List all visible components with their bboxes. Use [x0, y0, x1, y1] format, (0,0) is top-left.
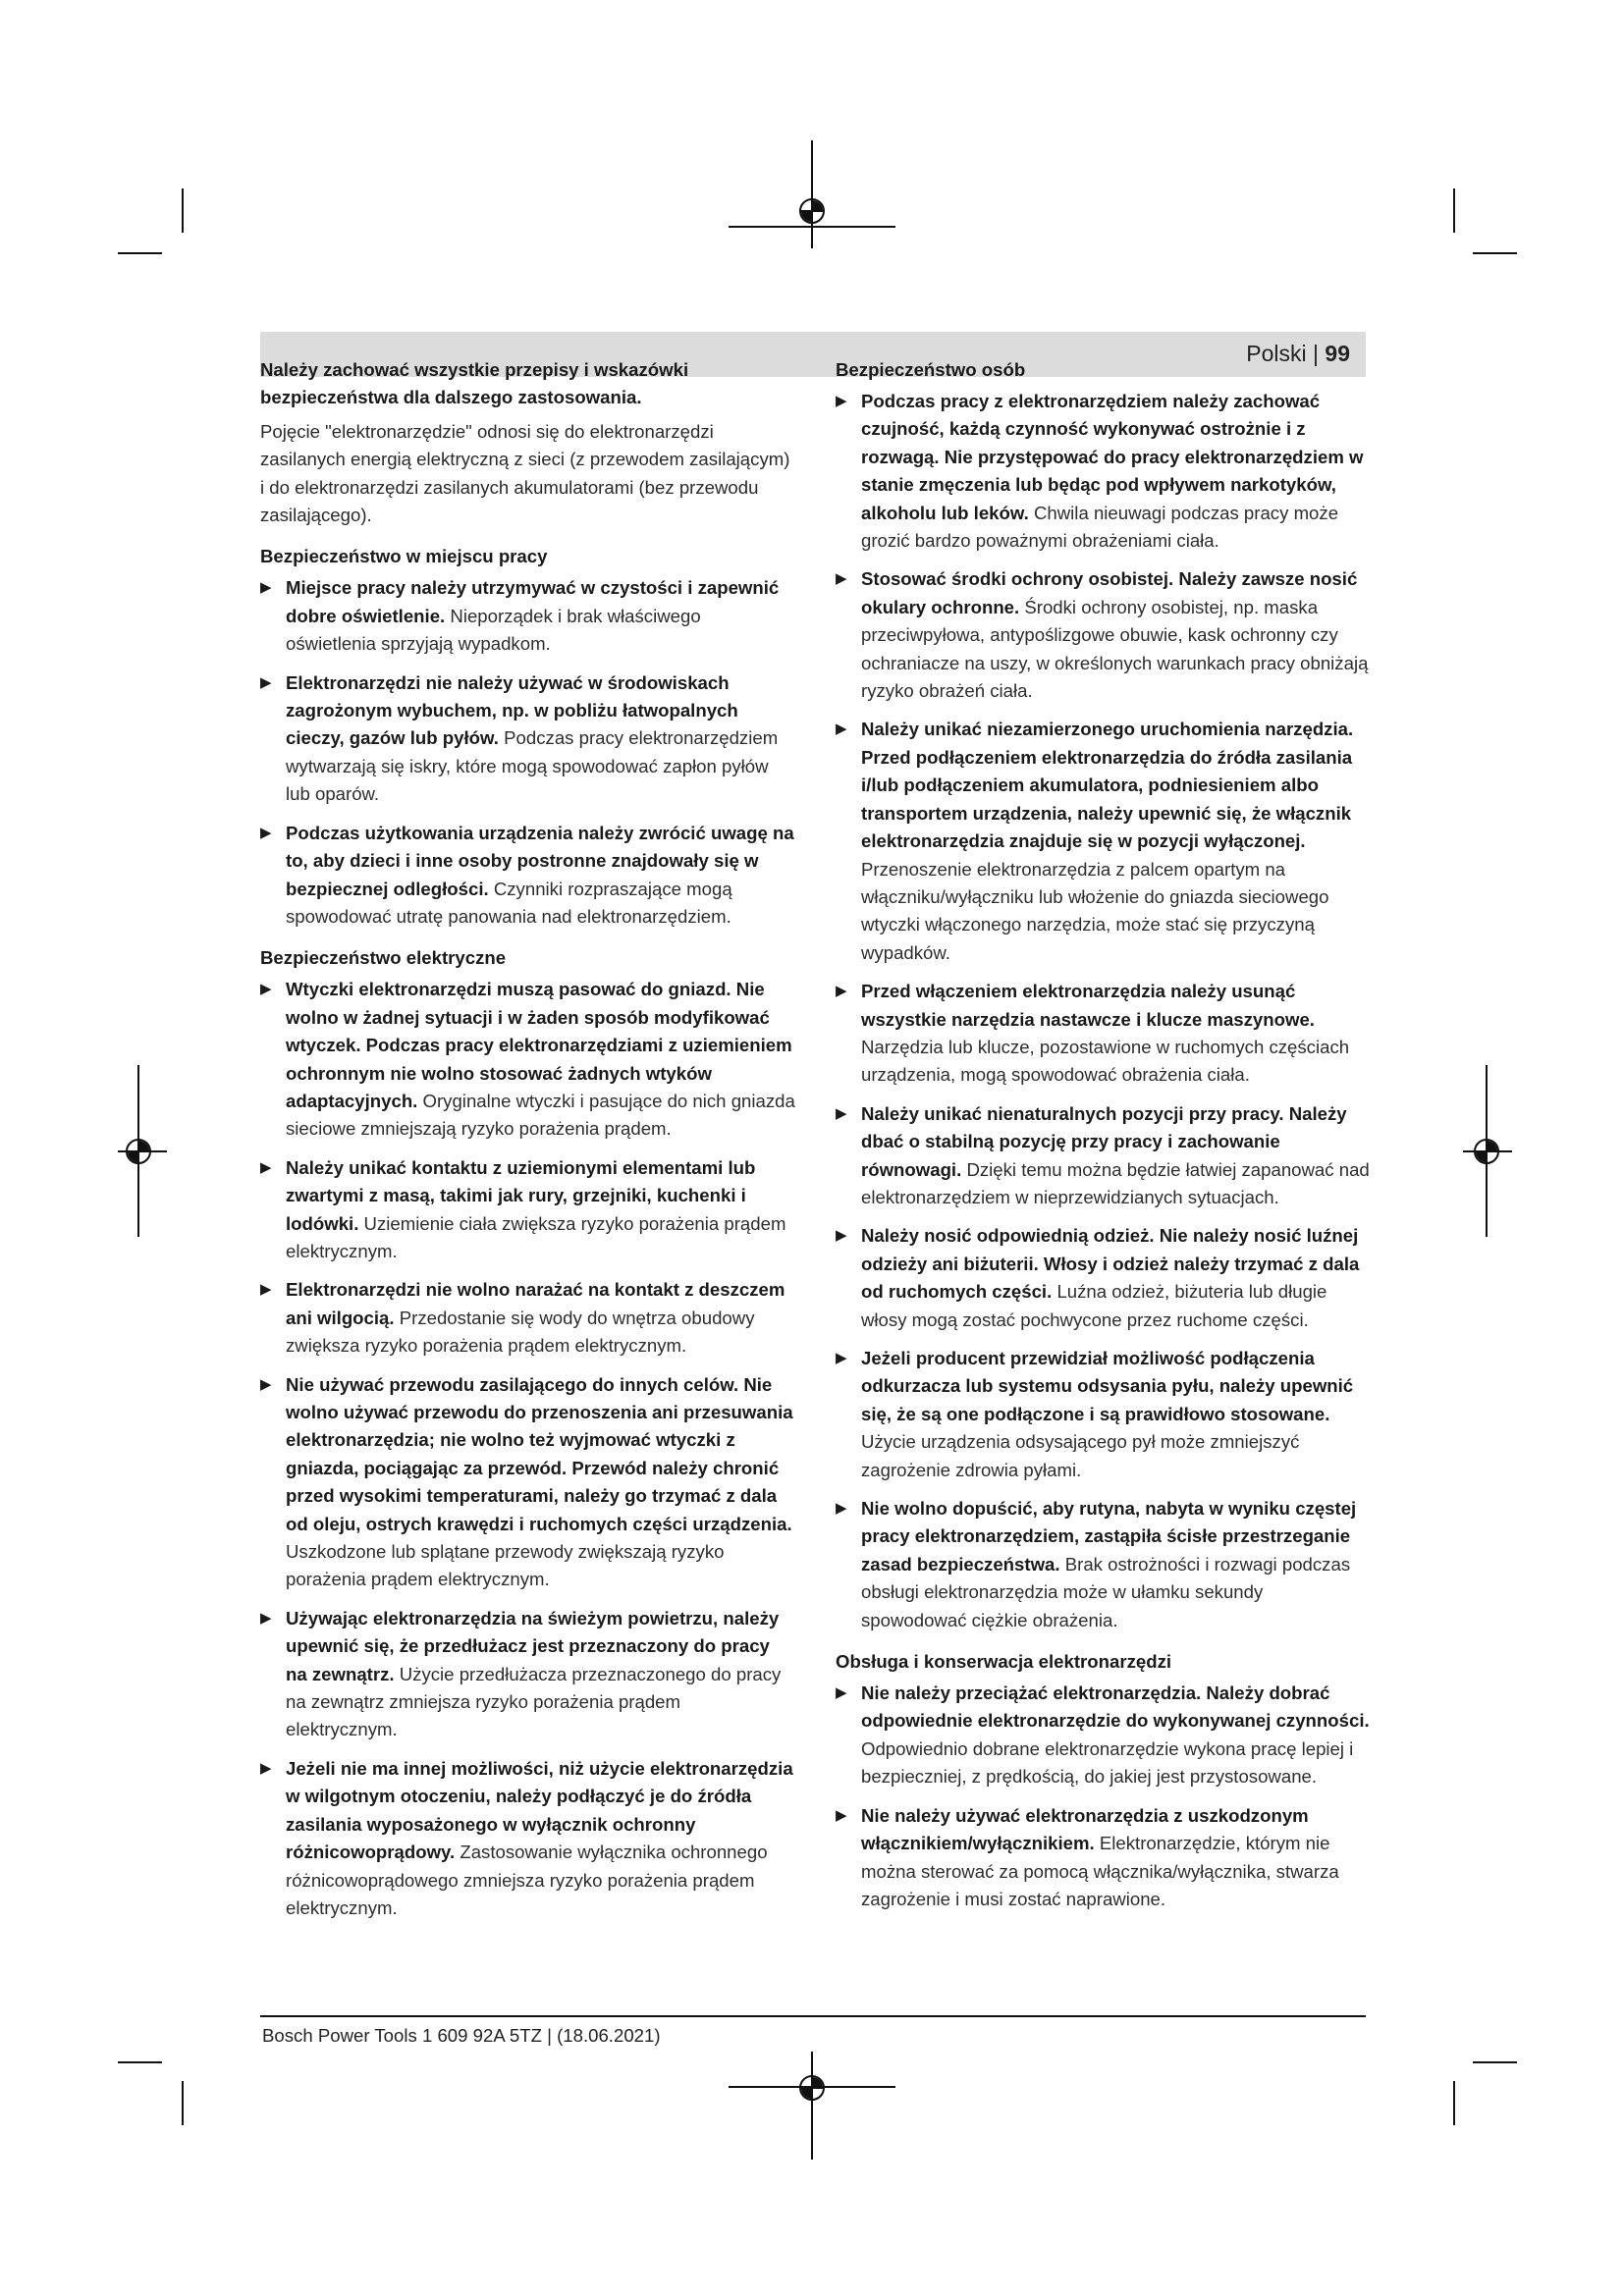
item-text: Dzięki temu można będzie łatwiej zapanować nad elektronarzędziem w nieprzewidzianych sytuacjach.	[861, 1158, 1370, 1207]
crop-mark-tl-v	[182, 188, 184, 233]
bullet-arrow-icon: ▶	[836, 1104, 847, 1122]
bullet-arrow-icon: ▶	[836, 1500, 847, 1518]
registration-mark-top-icon	[799, 198, 825, 224]
crop-mark-bl-h	[118, 2061, 162, 2063]
item-bold: Nie wolno dopuścić, aby rutyna, nabyta w wyniku częstej pracy elektronarzędziem, zastąpiła ścisłe przestrzeganie zasad bezpieczeństwa.	[861, 1498, 1357, 1575]
bullet-arrow-icon: ▶	[836, 1684, 847, 1702]
list-item	[260, 1154, 795, 1266]
list-item	[836, 716, 1371, 967]
item-text: Czynniki rozpraszające mogą spowodować utratę panowania nad elektronarzędziem.	[286, 878, 732, 927]
page-number: 99	[1325, 341, 1350, 366]
item-text: Brak ostrożności i rozwagi podczas obsługi elektronarzędzia może w ułamku sekundy spowodować ciężkie obrażenia.	[861, 1553, 1351, 1630]
list-item	[260, 976, 795, 1143]
page-footer: Bosch Power Tools 1 609 92A 5TZ | (18.06.2021)	[262, 2025, 661, 2046]
item-text: Uszkodzone lub splątane przewody zwiększają ryzyko porażenia prądem elektrycznym.	[286, 1541, 725, 1590]
crop-mark-br-v	[1453, 2081, 1455, 2125]
item-text: Środki ochrony osobistej, np. maska przeciwpyłowa, antypoślizgowe obuwie, kask ochronny czy ochraniacze na uszy, w określonych warunkach pracy obniżają ryzyko obrażeń ciała.	[861, 596, 1369, 702]
crop-mark-bl-v	[182, 2081, 184, 2125]
item-text: Przenoszenie elektronarzędzia z palcem opartym na włączniku/wyłączniku lub włożenie do gniazda sieciowego wtyczki włączonego narzędzia, może stać się przyczyną wypadków.	[861, 858, 1329, 963]
item-text: Elektronarzędzie, którym nie można sterować za pomocą włącznika/wyłącznika, stwarza zagrożenie i musi zostać naprawione.	[861, 1833, 1339, 1909]
item-text: Uziemienie ciała zwiększa ryzyko porażenia prądem elektrycznym.	[286, 1212, 786, 1261]
list-item	[260, 1605, 795, 1744]
list-item	[260, 820, 795, 932]
bullet-arrow-icon: ▶	[836, 570, 847, 588]
registration-mark-right-icon	[1474, 1139, 1499, 1164]
list-item	[836, 1680, 1371, 1791]
item-bold: Należy nosić odpowiednią odzież. Nie należy nosić luźnej odzieży ani biżuterii. Włosy i odzież należy trzymać z dala od ruchomych części.	[861, 1225, 1360, 1303]
section-list	[260, 976, 795, 1922]
crop-mark-tl-h	[118, 252, 162, 254]
section-list	[836, 1680, 1371, 1913]
item-bold: Nie używać przewodu zasilającego do innych celów. Nie wolno używać przewodu do przenoszenia ani przesuwania elektronarzędzia; nie wolno też wyjmować wtyczki z gniazda, pociągając za przewód. Przewód należy chronić przed wysokimi temperaturami, należy go trzymać z dala od oleju, ostrych krawędzi i ruchomych części urządzenia.	[286, 1373, 793, 1534]
reg-line-top-h	[729, 226, 895, 228]
item-text: Nieporządek i brak właściwego oświetlenia sprzyjają wypadkom.	[286, 605, 701, 655]
list-item	[260, 1371, 795, 1594]
item-bold: Używając elektronarzędzia na świeżym powietrzu, należy upewnić się, że przedłużacz jest przeznaczony do pracy na zewnątrz.	[286, 1607, 780, 1684]
item-bold: Nie należy używać elektronarzędzia z uszkodzonym włącznikiem/wyłącznikiem.	[861, 1804, 1309, 1854]
bullet-arrow-icon: ▶	[260, 1609, 272, 1627]
item-bold: Należy unikać nienaturalnych pozycji przy pracy. Należy dbać o stabilną pozycję przy pracy i zachowanie równowagi.	[861, 1102, 1347, 1180]
item-text: Podczas pracy elektronarzędziem wytwarzają się iskry, które mogą spowodować zapłon pyłów lub oparów.	[286, 727, 779, 805]
intro-bold: Należy zachować wszystkie przepisy i wskazówki bezpieczeństwa dla dalszego zastosowania.	[260, 359, 689, 408]
list-item	[836, 1495, 1371, 1634]
section-title: Obsługa i konserwacja elektronarzędzi	[836, 1651, 1172, 1673]
reg-line-bottom-v	[811, 2052, 813, 2160]
list-item	[260, 669, 795, 809]
item-bold: Jeżeli nie ma innej możliwości, niż użycie elektronarzędzia w wilgotnym otoczeniu, należy podłączyć je do źródła zasilania wyposażonego w wyłącznik ochronny różnicowoprądowy.	[286, 1757, 793, 1863]
item-bold: Podczas pracy z elektronarzędziem należy zachować czujność, każdą czynność wykonywać ostrożnie i z rozwagą. Nie przystępować do pracy elektronarzędziem w stanie zmęczenia lub będąc pod wpływem narkotyków, alkoholu lub leków.	[861, 391, 1364, 523]
crop-mark-tr-h	[1473, 252, 1517, 254]
right-column	[836, 356, 1371, 1924]
list-item	[836, 565, 1371, 705]
section-title: Bezpieczeństwo elektryczne	[260, 947, 507, 969]
header-language: Polski	[1246, 341, 1307, 366]
item-bold: Jeżeli producent przewidział możliwość podłączenia odkurzacza lub systemu odsysania pyłu, należy upewnić się, że są one podłączone i są prawidłowo stosowane.	[861, 1348, 1354, 1424]
list-item	[836, 1100, 1371, 1212]
section-title: Bezpieczeństwo w miejscu pracy	[260, 546, 548, 567]
list-item	[836, 1802, 1371, 1914]
registration-mark-bottom-icon	[799, 2075, 825, 2101]
bullet-arrow-icon: ▶	[260, 824, 272, 841]
item-bold: Należy unikać niezamierzonego uruchomienia narzędzia. Przed podłączeniem elektronarzędzia do źródła zasilania i/lub podłączeniem akumulatora, podniesieniem albo transportem urządzenia, należy upewnić się, że włącznik elektronarzędzia znajduje się w pozycji wyłączonej.	[861, 719, 1354, 852]
item-bold: Przed włączeniem elektronarzędzia należy usunąć wszystkie narzędzia nastawcze i klucze maszynowe.	[861, 981, 1315, 1030]
registration-mark-left-icon	[126, 1139, 151, 1164]
list-item	[260, 1755, 795, 1922]
item-text: Przedostanie się wody do wnętrza obudowy zwiększa ryzyko porażenia prądem elektrycznym.	[286, 1307, 755, 1357]
bullet-arrow-icon: ▶	[836, 393, 847, 409]
reg-line-top-v	[811, 140, 813, 248]
crop-mark-tr-v	[1453, 188, 1455, 233]
item-text: Użycie przedłużacza przeznaczonego do pracy na zewnątrz zmniejsza ryzyko porażenia prądem elektrycznym.	[286, 1663, 782, 1740]
item-text: Narzędzia lub klucze, pozostawione w ruchomych częściach urządzenia, mogą spowodować obrażenia ciała.	[861, 1036, 1350, 1086]
item-text: Odpowiednio dobrane elektronarzędzie wykona pracę lepiej i bezpieczniej, z prędkością, do jakiej jest przystosowane.	[861, 1737, 1354, 1788]
footer-divider	[260, 2015, 1366, 2017]
bullet-arrow-icon: ▶	[836, 1227, 847, 1245]
bullet-arrow-icon: ▶	[836, 1350, 847, 1366]
crop-mark-br-h	[1473, 2061, 1517, 2063]
bullet-arrow-icon: ▶	[260, 1375, 272, 1393]
item-text: Chwila nieuwagi podczas pracy może grozić bardzo poważnymi obrażeniami ciała.	[861, 502, 1339, 552]
page-header-text: Polski | 99	[1246, 341, 1350, 366]
bullet-arrow-icon: ▶	[836, 721, 847, 738]
bullet-arrow-icon: ▶	[260, 1759, 272, 1777]
item-text: Luźna odzież, biżuteria lub długie włosy mogą zostać pochwycone przez ruchome części.	[861, 1281, 1327, 1330]
item-text: Zastosowanie wyłącznika ochronnego różnicowoprądowego zmniejsza ryzyko porażenia prądem elektrycznym.	[286, 1842, 768, 1918]
item-bold: Należy unikać kontaktu z uziemionymi elementami lub zwartymi z masą, takimi jak rury, grzejniki, kuchenki i lodówki.	[286, 1156, 756, 1234]
bullet-arrow-icon: ▶	[260, 1281, 272, 1299]
item-bold: Wtyczki elektronarzędzi muszą pasować do gniazd. Nie wolno w żadnej sytuacji i w żaden sposób modyfikować wtyczek. Podczas pracy elektronarzędziami z uziemieniem ochronnym nie wolno stosować żadnych wtyków adaptacyjnych.	[286, 979, 792, 1111]
list-item	[836, 1222, 1371, 1334]
item-text: Użycie urządzenia odsysającego pył może zmniejszyć zagrożenie zdrowia pyłami.	[861, 1431, 1300, 1480]
item-bold: Elektronarzędzi nie należy używać w środowiskach zagrożonym wybuchem, np. w pobliżu łatwopalnych cieczy, gazów lub pyłów.	[286, 671, 738, 749]
section-list	[836, 388, 1371, 1634]
list-item	[836, 388, 1371, 555]
item-bold: Podczas użytkowania urządzenia należy zwrócić uwagę na to, aby dzieci i inne osoby postronne znajdowały się w bezpiecznej odległości.	[286, 822, 794, 899]
bullet-arrow-icon: ▶	[836, 983, 847, 1000]
list-item	[260, 574, 795, 658]
list-item	[260, 1276, 795, 1360]
list-item	[836, 1345, 1371, 1484]
item-bold: Miejsce pracy należy utrzymywać w czystości i zapewnić dobre oświetlenie.	[286, 577, 780, 626]
item-bold: Nie należy przeciążać elektronarzędzia. Należy dobrać odpowiednie elektronarzędzie do wykonywanej czynności.	[861, 1682, 1370, 1732]
intro-text: Pojęcie "elektronarzędzie" odnosi się do elektronarzędzi zasilanych energią elektryczną z sieci (z przewodem zasilającym) i do elektronarzędzi zasilanych akumulatorami (bez przewodu zasilającego).	[260, 420, 790, 526]
item-bold: Elektronarzędzi nie wolno narażać na kontakt z deszczem ani wilgocią.	[286, 1279, 785, 1328]
bullet-arrow-icon: ▶	[260, 1158, 272, 1176]
bullet-arrow-icon: ▶	[260, 579, 272, 597]
section-list	[260, 574, 795, 931]
bullet-arrow-icon: ▶	[836, 1806, 847, 1824]
bullet-arrow-icon: ▶	[260, 981, 272, 998]
left-column	[260, 356, 795, 1933]
bullet-arrow-icon: ▶	[260, 673, 272, 691]
section-title: Bezpieczeństwo osób	[836, 359, 1026, 380]
list-item	[836, 978, 1371, 1090]
item-bold: Stosować środki ochrony osobistej. Należy zawsze nosić okulary ochronne.	[861, 568, 1358, 617]
item-text: Oryginalne wtyczki i pasujące do nich gniazda sieciowe zmniejszają ryzyko porażenia prądem.	[286, 1090, 795, 1140]
